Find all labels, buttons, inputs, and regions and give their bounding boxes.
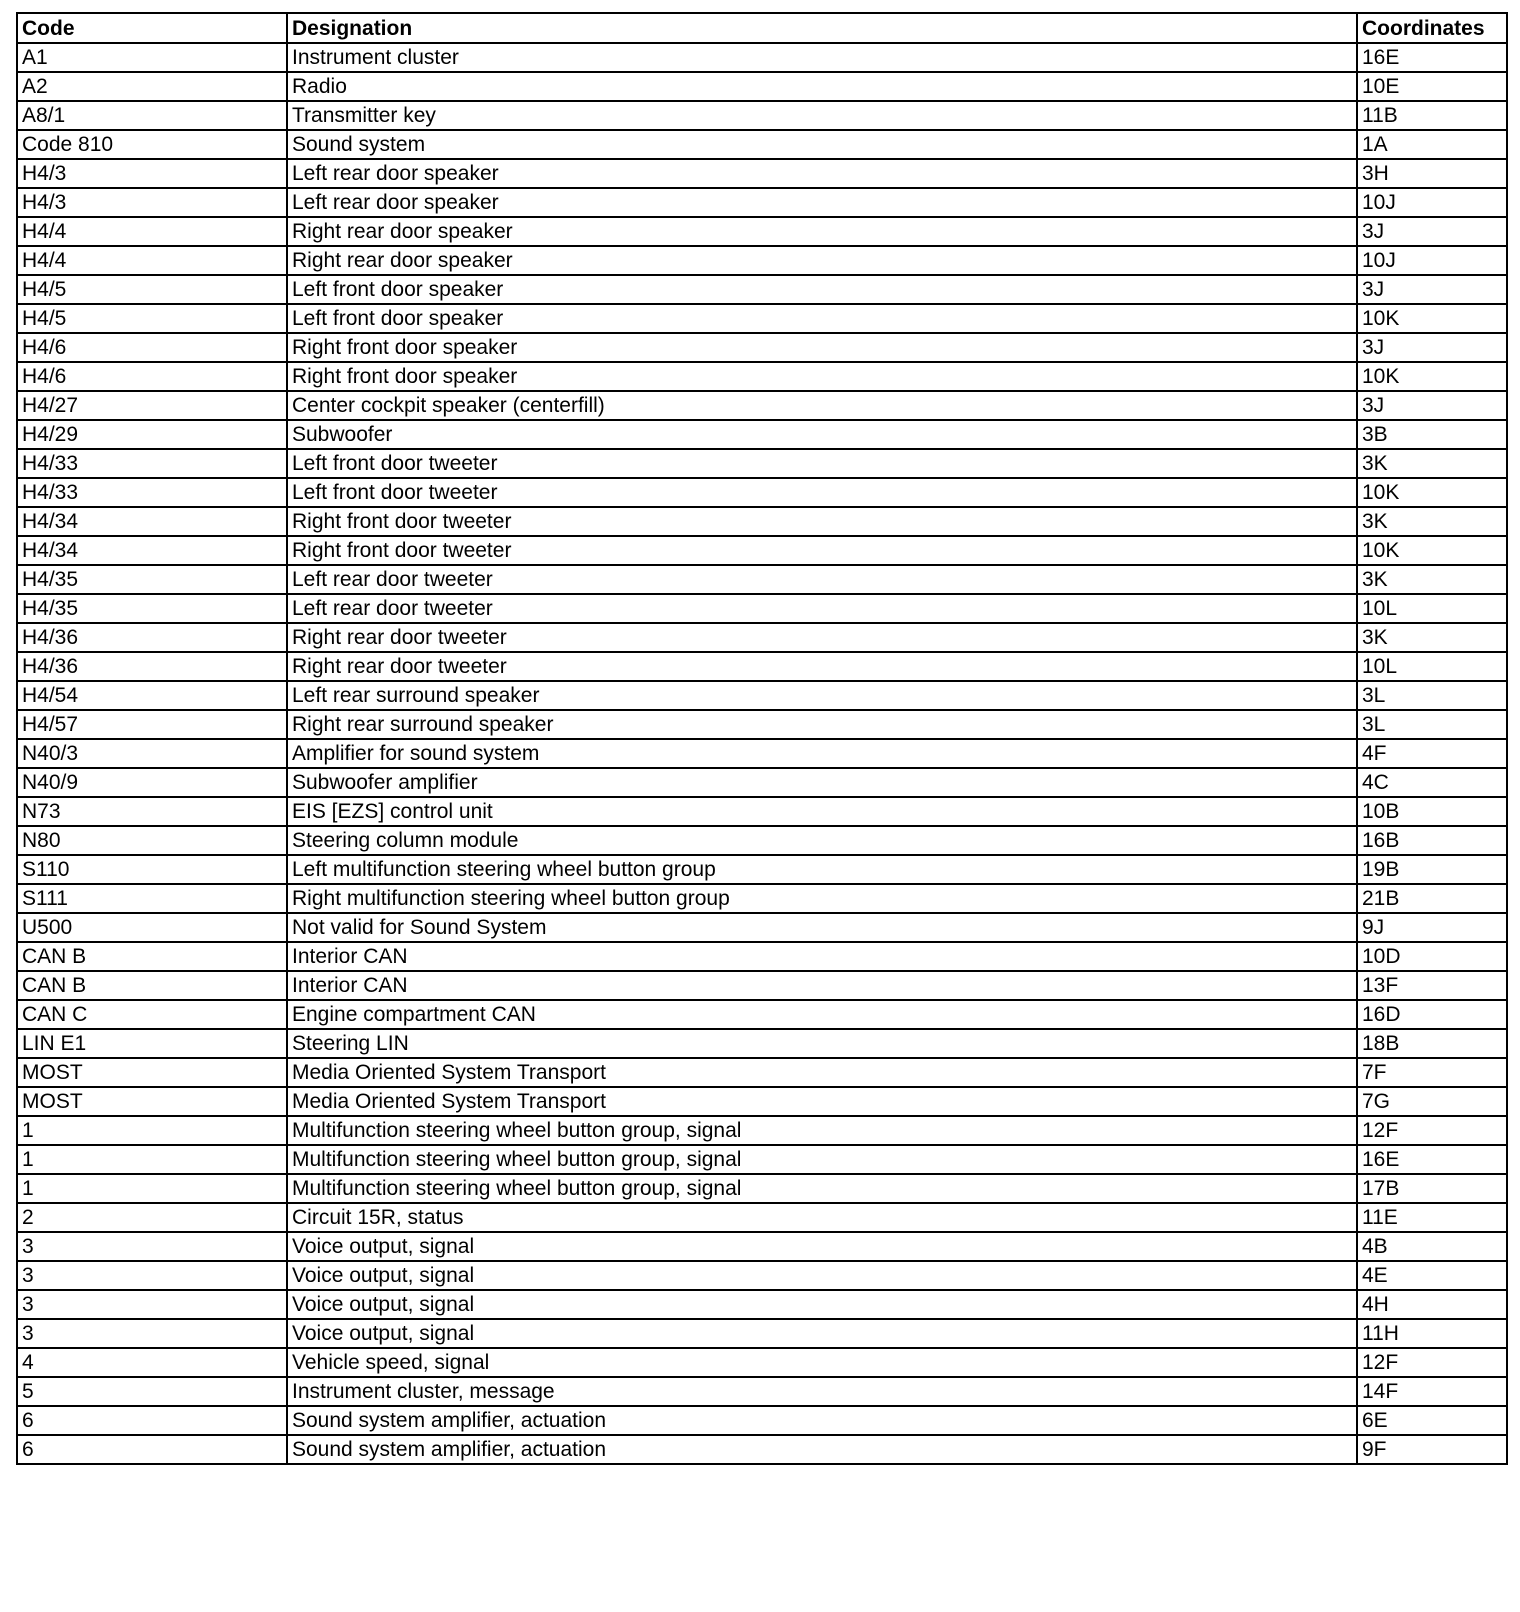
cell-designation: Subwoofer amplifier xyxy=(287,768,1357,797)
table-row xyxy=(17,884,1507,913)
table-row xyxy=(17,797,1507,826)
cell-designation: Sound system amplifier, actuation xyxy=(287,1406,1357,1435)
table-row xyxy=(17,72,1507,101)
cell-designation: Voice output, signal xyxy=(287,1232,1357,1261)
cell-coordinates: 17B xyxy=(1357,1174,1507,1203)
table-row xyxy=(17,1232,1507,1261)
cell-code: 1 xyxy=(17,1174,287,1203)
column-header-designation: Designation xyxy=(287,13,1357,43)
table-row xyxy=(17,623,1507,652)
column-header-code: Code xyxy=(17,13,287,43)
cell-designation: Vehicle speed, signal xyxy=(287,1348,1357,1377)
cell-coordinates: 13F xyxy=(1357,971,1507,1000)
cell-coordinates: 10J xyxy=(1357,246,1507,275)
table-row xyxy=(17,217,1507,246)
cell-designation: Right multifunction steering wheel button group xyxy=(287,884,1357,913)
cell-code: 6 xyxy=(17,1435,287,1464)
cell-coordinates: 18B xyxy=(1357,1029,1507,1058)
cell-designation: Circuit 15R, status xyxy=(287,1203,1357,1232)
table-row xyxy=(17,768,1507,797)
cell-designation: Voice output, signal xyxy=(287,1261,1357,1290)
cell-designation: Voice output, signal xyxy=(287,1290,1357,1319)
cell-coordinates: 7F xyxy=(1357,1058,1507,1087)
cell-code: U500 xyxy=(17,913,287,942)
cell-code: A8/1 xyxy=(17,101,287,130)
cell-coordinates: 3B xyxy=(1357,420,1507,449)
table-row xyxy=(17,1116,1507,1145)
table-row xyxy=(17,420,1507,449)
cell-designation: Left rear surround speaker xyxy=(287,681,1357,710)
cell-coordinates: 3L xyxy=(1357,681,1507,710)
cell-designation: Left rear door tweeter xyxy=(287,594,1357,623)
cell-coordinates: 9F xyxy=(1357,1435,1507,1464)
cell-code: S110 xyxy=(17,855,287,884)
cell-coordinates: 16B xyxy=(1357,826,1507,855)
cell-coordinates: 4F xyxy=(1357,739,1507,768)
cell-designation: Right front door speaker xyxy=(287,333,1357,362)
cell-code: 5 xyxy=(17,1377,287,1406)
cell-designation: Left rear door speaker xyxy=(287,159,1357,188)
cell-code: 1 xyxy=(17,1145,287,1174)
table-row xyxy=(17,1435,1507,1464)
cell-coordinates: 3J xyxy=(1357,275,1507,304)
table-body xyxy=(17,43,1507,1464)
table-row xyxy=(17,565,1507,594)
table-row xyxy=(17,275,1507,304)
cell-coordinates: 14F xyxy=(1357,1377,1507,1406)
cell-code: H4/5 xyxy=(17,304,287,333)
cell-code: MOST xyxy=(17,1058,287,1087)
cell-designation: Multifunction steering wheel button group, signal xyxy=(287,1116,1357,1145)
table-row xyxy=(17,478,1507,507)
cell-code: H4/35 xyxy=(17,594,287,623)
cell-designation: Instrument cluster, message xyxy=(287,1377,1357,1406)
cell-coordinates: 10K xyxy=(1357,478,1507,507)
table-row xyxy=(17,536,1507,565)
cell-code: 4 xyxy=(17,1348,287,1377)
cell-designation: Right front door tweeter xyxy=(287,536,1357,565)
cell-designation: Multifunction steering wheel button group, signal xyxy=(287,1174,1357,1203)
cell-designation: EIS [EZS] control unit xyxy=(287,797,1357,826)
cell-coordinates: 21B xyxy=(1357,884,1507,913)
cell-coordinates: 3K xyxy=(1357,565,1507,594)
cell-coordinates: 10J xyxy=(1357,188,1507,217)
table-row xyxy=(17,1319,1507,1348)
cell-designation: Not valid for Sound System xyxy=(287,913,1357,942)
table-row xyxy=(17,1145,1507,1174)
table-row xyxy=(17,1174,1507,1203)
table-row xyxy=(17,333,1507,362)
cell-designation: Right rear door tweeter xyxy=(287,652,1357,681)
cell-code: H4/33 xyxy=(17,478,287,507)
table-row xyxy=(17,246,1507,275)
cell-coordinates: 19B xyxy=(1357,855,1507,884)
designation-table xyxy=(16,12,1508,1465)
cell-coordinates: 10D xyxy=(1357,942,1507,971)
cell-coordinates: 3K xyxy=(1357,623,1507,652)
cell-coordinates: 1A xyxy=(1357,130,1507,159)
cell-code: 1 xyxy=(17,1116,287,1145)
cell-coordinates: 16E xyxy=(1357,43,1507,72)
cell-designation: Right front door speaker xyxy=(287,362,1357,391)
cell-designation: Right rear surround speaker xyxy=(287,710,1357,739)
cell-designation: Interior CAN xyxy=(287,942,1357,971)
cell-code: MOST xyxy=(17,1087,287,1116)
cell-designation: Transmitter key xyxy=(287,101,1357,130)
cell-designation: Instrument cluster xyxy=(287,43,1357,72)
table-row xyxy=(17,652,1507,681)
table-row xyxy=(17,1290,1507,1319)
cell-coordinates: 3J xyxy=(1357,217,1507,246)
cell-designation: Media Oriented System Transport xyxy=(287,1087,1357,1116)
cell-code: 3 xyxy=(17,1290,287,1319)
table-row xyxy=(17,43,1507,72)
table-row xyxy=(17,1377,1507,1406)
table-row xyxy=(17,1348,1507,1377)
cell-coordinates: 3H xyxy=(1357,159,1507,188)
cell-coordinates: 10E xyxy=(1357,72,1507,101)
cell-coordinates: 11H xyxy=(1357,1319,1507,1348)
cell-designation: Interior CAN xyxy=(287,971,1357,1000)
cell-coordinates: 7G xyxy=(1357,1087,1507,1116)
table-row xyxy=(17,130,1507,159)
cell-coordinates: 3J xyxy=(1357,333,1507,362)
cell-code: H4/36 xyxy=(17,623,287,652)
cell-designation: Media Oriented System Transport xyxy=(287,1058,1357,1087)
cell-designation: Left front door speaker xyxy=(287,275,1357,304)
table-row xyxy=(17,594,1507,623)
cell-code: LIN E1 xyxy=(17,1029,287,1058)
table-row xyxy=(17,1406,1507,1435)
cell-code: H4/6 xyxy=(17,362,287,391)
cell-designation: Right rear door tweeter xyxy=(287,623,1357,652)
cell-designation: Left rear door speaker xyxy=(287,188,1357,217)
cell-code: H4/54 xyxy=(17,681,287,710)
cell-code: H4/34 xyxy=(17,536,287,565)
cell-code: A1 xyxy=(17,43,287,72)
table-row xyxy=(17,942,1507,971)
table-row xyxy=(17,681,1507,710)
cell-designation: Amplifier for sound system xyxy=(287,739,1357,768)
cell-designation: Sound system xyxy=(287,130,1357,159)
cell-code: CAN B xyxy=(17,942,287,971)
cell-designation: Right rear door speaker xyxy=(287,217,1357,246)
cell-coordinates: 4E xyxy=(1357,1261,1507,1290)
cell-coordinates: 10B xyxy=(1357,797,1507,826)
cell-designation: Radio xyxy=(287,72,1357,101)
cell-coordinates: 9J xyxy=(1357,913,1507,942)
cell-coordinates: 3K xyxy=(1357,507,1507,536)
cell-designation: Sound system amplifier, actuation xyxy=(287,1435,1357,1464)
cell-code: H4/5 xyxy=(17,275,287,304)
cell-code: H4/6 xyxy=(17,333,287,362)
cell-code: 3 xyxy=(17,1319,287,1348)
cell-code: 3 xyxy=(17,1261,287,1290)
table-row xyxy=(17,362,1507,391)
cell-code: N73 xyxy=(17,797,287,826)
cell-coordinates: 10K xyxy=(1357,362,1507,391)
cell-code: 3 xyxy=(17,1232,287,1261)
table-row xyxy=(17,1087,1507,1116)
cell-designation: Left front door speaker xyxy=(287,304,1357,333)
cell-designation: Center cockpit speaker (centerfill) xyxy=(287,391,1357,420)
table-row xyxy=(17,507,1507,536)
cell-coordinates: 10K xyxy=(1357,536,1507,565)
cell-designation: Engine compartment CAN xyxy=(287,1000,1357,1029)
cell-code: H4/3 xyxy=(17,188,287,217)
cell-code: H4/4 xyxy=(17,246,287,275)
cell-coordinates: 10L xyxy=(1357,594,1507,623)
cell-coordinates: 12F xyxy=(1357,1348,1507,1377)
cell-coordinates: 4B xyxy=(1357,1232,1507,1261)
cell-code: H4/3 xyxy=(17,159,287,188)
table-header-row xyxy=(17,13,1507,43)
cell-designation: Multifunction steering wheel button group, signal xyxy=(287,1145,1357,1174)
table-row xyxy=(17,971,1507,1000)
cell-designation: Steering LIN xyxy=(287,1029,1357,1058)
cell-coordinates: 3L xyxy=(1357,710,1507,739)
cell-code: S111 xyxy=(17,884,287,913)
table-row xyxy=(17,101,1507,130)
cell-designation: Left multifunction steering wheel button group xyxy=(287,855,1357,884)
table-row xyxy=(17,391,1507,420)
cell-code: H4/57 xyxy=(17,710,287,739)
cell-coordinates: 4C xyxy=(1357,768,1507,797)
cell-coordinates: 10L xyxy=(1357,652,1507,681)
cell-code: 6 xyxy=(17,1406,287,1435)
table-row xyxy=(17,739,1507,768)
cell-designation: Subwoofer xyxy=(287,420,1357,449)
cell-code: H4/29 xyxy=(17,420,287,449)
table-row xyxy=(17,913,1507,942)
table-row xyxy=(17,159,1507,188)
cell-code: H4/4 xyxy=(17,217,287,246)
cell-coordinates: 10K xyxy=(1357,304,1507,333)
table-row xyxy=(17,1000,1507,1029)
table-row xyxy=(17,855,1507,884)
cell-designation: Right front door tweeter xyxy=(287,507,1357,536)
cell-coordinates: 4H xyxy=(1357,1290,1507,1319)
column-header-coordinates: Coordinates xyxy=(1357,13,1507,43)
table-row xyxy=(17,1261,1507,1290)
cell-coordinates: 11E xyxy=(1357,1203,1507,1232)
cell-code: H4/27 xyxy=(17,391,287,420)
cell-coordinates: 6E xyxy=(1357,1406,1507,1435)
cell-coordinates: 16E xyxy=(1357,1145,1507,1174)
table-row xyxy=(17,1029,1507,1058)
table-row xyxy=(17,449,1507,478)
cell-code: H4/36 xyxy=(17,652,287,681)
cell-code: CAN C xyxy=(17,1000,287,1029)
cell-coordinates: 3K xyxy=(1357,449,1507,478)
table-row xyxy=(17,188,1507,217)
cell-code: A2 xyxy=(17,72,287,101)
cell-coordinates: 3J xyxy=(1357,391,1507,420)
cell-code: CAN B xyxy=(17,971,287,1000)
table-row xyxy=(17,826,1507,855)
cell-designation: Steering column module xyxy=(287,826,1357,855)
cell-designation: Voice output, signal xyxy=(287,1319,1357,1348)
cell-code: Code 810 xyxy=(17,130,287,159)
cell-code: H4/33 xyxy=(17,449,287,478)
cell-code: N40/9 xyxy=(17,768,287,797)
cell-designation: Right rear door speaker xyxy=(287,246,1357,275)
cell-code: N80 xyxy=(17,826,287,855)
table-row xyxy=(17,1203,1507,1232)
cell-code: N40/3 xyxy=(17,739,287,768)
cell-code: H4/34 xyxy=(17,507,287,536)
cell-designation: Left front door tweeter xyxy=(287,449,1357,478)
table-row xyxy=(17,304,1507,333)
table-row xyxy=(17,1058,1507,1087)
cell-code: 2 xyxy=(17,1203,287,1232)
table-row xyxy=(17,710,1507,739)
cell-coordinates: 11B xyxy=(1357,101,1507,130)
cell-designation: Left rear door tweeter xyxy=(287,565,1357,594)
cell-code: H4/35 xyxy=(17,565,287,594)
cell-coordinates: 12F xyxy=(1357,1116,1507,1145)
cell-coordinates: 16D xyxy=(1357,1000,1507,1029)
cell-designation: Left front door tweeter xyxy=(287,478,1357,507)
